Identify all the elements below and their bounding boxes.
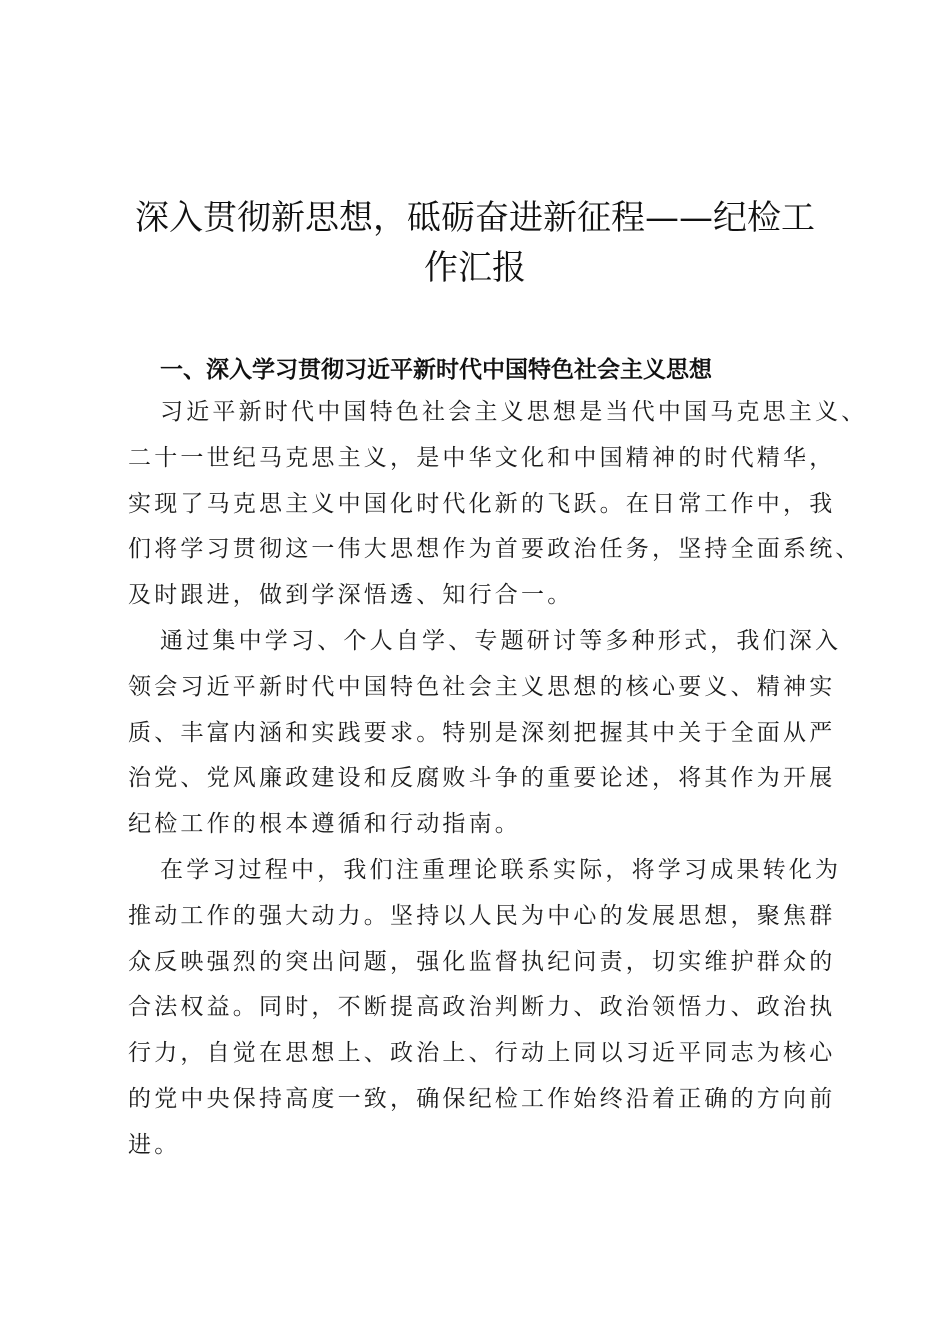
paragraph-line: 实现了马克思主义中国化时代化新的飞跃。在日常工作中，我 <box>128 490 836 517</box>
paragraph-line: 领会习近平新时代中国特色社会主义思想的核心要义、精神实 <box>128 673 836 700</box>
paragraph-line: 的党中央保持高度一致，确保纪检工作始终沿着正确的方向前 <box>128 1085 836 1112</box>
section-heading: 一、深入学习贯彻习近平新时代中国特色社会主义思想 <box>160 357 712 383</box>
paragraph-2 <box>128 619 848 848</box>
paragraph-line: 通过集中学习、个人自学、专题研讨等多种形式，我们深入 <box>160 627 842 654</box>
document-body <box>128 390 868 1169</box>
paragraph-line: 进。 <box>128 1131 181 1158</box>
paragraph-line: 习近平新时代中国特色社会主义思想是当代中国马克思主义、 <box>160 399 868 425</box>
paragraph-line: 推动工作的强大动力。坚持以人民为中心的发展思想，聚焦群 <box>128 902 836 929</box>
paragraph-line: 质、丰富内涵和实践要求。特别是深刻把握其中关于全面从严 <box>128 719 836 746</box>
paragraph-line: 行力，自觉在思想上、政治上、行动上同以习近平同志为核心 <box>128 1040 836 1067</box>
paragraph-1 <box>128 390 868 619</box>
paragraph-line: 合法权益。同时，不断提高政治判断力、政治领悟力、政治执 <box>128 994 836 1021</box>
paragraph-line: 在学习过程中，我们注重理论联系实际，将学习成果转化为 <box>160 856 842 883</box>
paragraph-line: 纪检工作的根本遵循和行动指南。 <box>128 811 521 838</box>
paragraph-line: 众反映强烈的突出问题，强化监督执纪问责，切实维护群众的 <box>128 948 836 975</box>
paragraph-line: 及时跟进，做到学深悟透、知行合一。 <box>128 582 574 609</box>
paragraph-line: 们将学习贯彻这一伟大思想作为首要政治任务，坚持全面系统、 <box>128 536 862 563</box>
paragraph-3 <box>128 848 848 1169</box>
title-line-2: 作汇报 <box>424 247 526 288</box>
title-line-1: 深入贯彻新思想，砥砺奋进新征程——纪检工 <box>135 197 815 238</box>
document-title <box>100 193 850 293</box>
paragraph-line: 二十一世纪马克思主义，是中华文化和中国精神的时代精华， <box>128 444 836 471</box>
paragraph-line: 治党、党风廉政建设和反腐败斗争的重要论述，将其作为开展 <box>128 765 836 792</box>
